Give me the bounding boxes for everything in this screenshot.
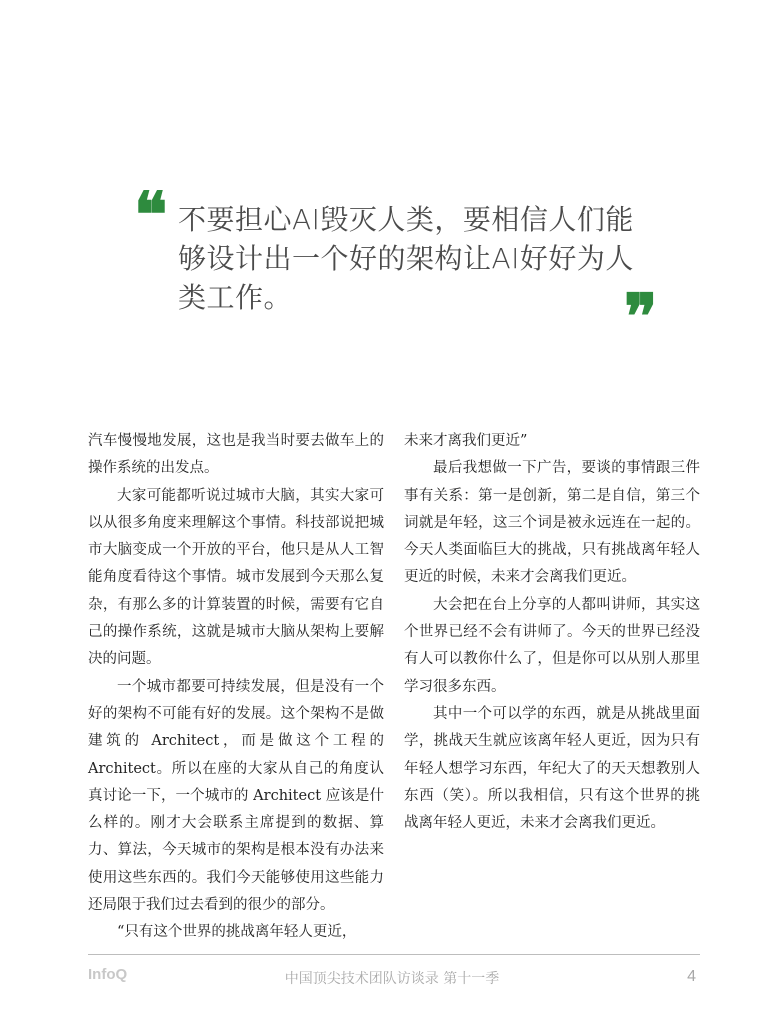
right-paragraph-1: 未来才离我们更近”	[404, 433, 528, 449]
pull-quote-text: 不要担心AI毁灭人类，要相信人们能够设计出一个好的架构让AI好好为人类工作。	[178, 203, 634, 314]
right-paragraph-3: 大会把在台上分享的人都叫讲师，其实这个世界已经不会有讲师了。今天的世界已经没有人可以教你什么了，但是你可以从别人那里学习很多东西。	[404, 596, 700, 695]
right-column	[404, 428, 700, 837]
pull-quote	[134, 178, 664, 353]
infoq-logo: InfoQ	[88, 966, 128, 983]
close-quote-mark-icon: ❞	[624, 280, 658, 353]
left-paragraph-3: 一个城市都要可持续发展，但是没有一个好的架构不可能有好的发展。这个架构不是做建筑的 Architect，而是做这个工程的 Architect。所以在座的大家从自己的角度认真讨论一下，一个城市的 Architect 应该是什么样的。刚才大会联系主席提到的数据、算力、算法，今天城市的架构是根本没有办法来使用这些东西的。我们今天能够使用这些能力还局限于我们过去看到的很少的部分。	[88, 678, 384, 914]
page-number: 4	[687, 968, 696, 985]
right-paragraph-2: 最后我想做一下广告，要谈的事情跟三件事有关系：第一是创新，第二是自信，第三个词就是年轻，这三个词是被永远连在一起的。今天人类面临巨大的挑战，只有挑战离年轻人更近的时候，未来才会离我们更近。	[404, 460, 700, 586]
left-paragraph-1: 汽车慢慢地发展，这也是我当时要去做车上的操作系统的出发点。	[88, 433, 384, 477]
left-paragraph-2: 大家可能都听说过城市大脑，其实大家可以从很多角度来理解这个事情。科技部说把城市大脑变成一个开放的平台，他只是从人工智能角度看待这个事情。城市发展到今天那么复杂，有那么多的计算装置的时候，需要有它自己的操作系统，这就是城市大脑从架构上要解决的问题。	[88, 487, 384, 668]
left-column	[88, 428, 384, 947]
publication-title: 中国顶尖技术团队访谈录 第十一季	[284, 971, 500, 987]
open-quote-mark-icon: ❝	[134, 178, 168, 251]
right-paragraph-4: 其中一个可以学的东西，就是从挑战里面学，挑战天生就应该离年轻人更近，因为只有年轻人想学习东西，年纪大了的天天想教别人东西（笑）。所以我相信，只有这个世界的挑战离年轻人更近，未来才会离我们更近。	[404, 705, 700, 832]
left-paragraph-4: “只有这个世界的挑战离年轻人更近，	[117, 924, 357, 941]
footer-divider	[88, 954, 700, 955]
